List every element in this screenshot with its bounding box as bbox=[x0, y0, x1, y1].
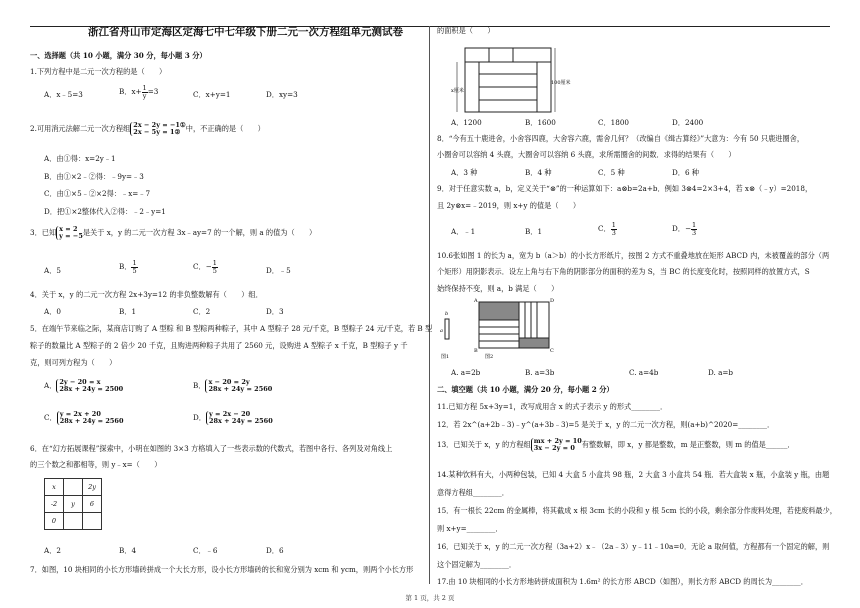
section-1-heading: 一、选择题（共 10 小题，满分 30 分，每小题 3 分） bbox=[30, 51, 207, 60]
q17-text: 17.由 10 块相同的小长方形地砖拼成面积为 1.6m² 的长方形 ABCD（如图），则长方形 ABCD 的周长为________． bbox=[437, 577, 808, 586]
q5-line-2: 粽子的数量比 A 型粽子的 2 倍少 20 千克，且购进两种粽子共用了 2560 元，设购进 A 型粽子 x 千克，B 型粽子 y 千 bbox=[30, 341, 408, 350]
q3-option-d: D．﹣5 bbox=[266, 266, 291, 275]
q6-cell bbox=[83, 513, 102, 530]
q5-option-a: A． 2y − 20 = x 28x + 24y = 2500 bbox=[44, 378, 124, 393]
q9-c-num: 1 bbox=[611, 221, 616, 229]
q3-eq2: y = −5 bbox=[59, 231, 83, 240]
q1-b-den: y bbox=[142, 91, 147, 100]
q10-strip bbox=[479, 320, 519, 327]
q7-option-b: B．1600 bbox=[525, 118, 556, 127]
q10-line-1: 10.6张如图 1 的长为 a，宽为 b（a＞b）的小长方形纸片，按图 2 方式不重叠地放在矩形 ABCD 内，未被覆盖的部分（两 bbox=[437, 251, 830, 260]
q5-option-d: D． y = 2x − 20 28x + 24y = 2560 bbox=[193, 410, 273, 425]
q6-cell bbox=[64, 479, 83, 496]
q10-option-a: A. a=2b bbox=[451, 368, 481, 377]
q9-c-den: 3 bbox=[611, 228, 616, 237]
q3-c-fraction bbox=[212, 260, 218, 274]
q9-c-fraction bbox=[611, 222, 617, 236]
q6-cell: 0 bbox=[45, 513, 64, 530]
q9-option-c bbox=[598, 222, 617, 236]
q2-system bbox=[130, 122, 185, 136]
q8-option-a: A．3 种 bbox=[451, 168, 478, 177]
q3-suffix: 是关于 x，y 的二元一次方程 3x﹣ay=7 的一个解，则 a 的值为（ ） bbox=[82, 227, 317, 237]
q1-b-num: 1 bbox=[142, 84, 147, 92]
q4-option-c: C．2 bbox=[193, 307, 211, 316]
q5-c-eq2: 28x + 24y = 2560 bbox=[59, 416, 124, 425]
q3-option-b bbox=[119, 260, 138, 274]
q7-option-a: A．1200 bbox=[451, 118, 482, 127]
q9-d-prefix: D．− bbox=[672, 224, 691, 233]
q6-option-b: B．4 bbox=[119, 546, 137, 555]
q6-line-1: 6．在“幻方拓展课程”探索中，小明在如图的 3×3 方格填入了一些表示数的代数式，若图中各行、各列及对角线上 bbox=[30, 444, 393, 453]
q9-d-den: 3 bbox=[691, 228, 697, 237]
q7-x-label: x厘米 bbox=[451, 88, 464, 94]
q8-option-d: D．6 种 bbox=[672, 168, 699, 177]
q5-option-c: C． y = 2x + 20 28x + 24y = 2560 bbox=[44, 410, 124, 425]
q3-prefix: 3．已知 bbox=[30, 227, 57, 237]
q10-strip bbox=[531, 302, 537, 338]
q5-d-system bbox=[206, 411, 273, 425]
q7-outer-rect bbox=[465, 48, 551, 112]
q9-option-d bbox=[672, 222, 697, 236]
q16-line-2: 这个固定解为________． bbox=[437, 560, 517, 569]
q10-line-3: 始终保持不变，则 a，b 满足（ ） bbox=[437, 284, 559, 293]
q7-height-label: 100厘米 bbox=[551, 80, 571, 86]
q10-label-D: D bbox=[550, 298, 555, 304]
q3-eq1: x = 2 bbox=[59, 225, 78, 233]
q10-shade-top-left bbox=[479, 302, 519, 320]
q10-line-2: 个矩形）用阴影表示．设左上角与右下角的阴影部分的面积的差为 S，当 BC 的长度变化时，按照同样的放置方式，S bbox=[437, 267, 810, 276]
q9-d-fraction bbox=[691, 222, 697, 236]
q10-label-B: B bbox=[474, 348, 478, 354]
q13-system bbox=[531, 438, 582, 452]
q8-line-1: 8．“今有五十鹿进舍，小舍容四鹿，大舍容六鹿，需舍几何？（改编自《缉古算经》”大意为：今有 50 只鹿进圈舍， bbox=[437, 134, 805, 143]
q9-line-2: 且 2y⊗x=﹣2019，则 x+y 的值是（ ） bbox=[437, 201, 581, 210]
q2-prefix: 2.可用消元法解二元一次方程组 bbox=[30, 123, 131, 133]
column-divider bbox=[429, 26, 430, 584]
q5-b-eq2: 28x + 24y = 2560 bbox=[208, 384, 273, 393]
q6-cell: 6 bbox=[83, 496, 102, 513]
q15-line-2: 则 x+y=________． bbox=[437, 524, 503, 533]
q7-line-2: 的面积是（ ） bbox=[437, 26, 495, 35]
q10-strip bbox=[525, 302, 531, 338]
q10-option-d: D. a=b bbox=[708, 368, 733, 377]
q8-option-c: C．5 种 bbox=[598, 168, 625, 177]
q8-line-2: 小圈舍可以容纳 4 头鹿，大圈舍可以容纳 6 头鹿，求所需圈舍的间数．求得的结果有（ ） bbox=[437, 150, 736, 159]
q1-stem: 1.下列方程中是二元一次方程的是（ ） bbox=[30, 67, 167, 76]
q5-a-eq1: 2y − 20 = x bbox=[59, 378, 101, 386]
q10-label-C: C bbox=[550, 348, 554, 354]
q10-label-A: A bbox=[474, 298, 478, 304]
q6-cell: 2y bbox=[83, 479, 102, 496]
q1-option-c: C．x+y=1 bbox=[193, 90, 231, 99]
q9-line-1: 9．对于任意实数 a，b，定义关于“⊗”的一种运算如下：a⊗b=2a+b．例如 3⊗4=2×3+4，若 x⊗（﹣y）=2018， bbox=[437, 184, 813, 193]
q16-line-1: 16．已知关于 x，y 的二元一次方程（3a+2）x﹣（2a﹣3）y﹣11﹣10a=0．无论 a 取何值，方程都有一个固定的解，则 bbox=[437, 542, 830, 551]
q6-cell: -2 bbox=[45, 496, 64, 513]
q6-option-a: A．2 bbox=[44, 546, 61, 555]
q14-line-1: 14.某种饮料有大，小两种包装，已知 4 大盒 5 小盒共 98 瓶，2 大盒 3 小盒共 54 瓶．若大盒装 x 瓶，小盒装 y 瓶，由题 bbox=[437, 470, 830, 479]
q3-b-den: 5 bbox=[132, 266, 137, 275]
q10-strip bbox=[479, 327, 519, 334]
q1-b-suffix: =3 bbox=[147, 87, 159, 96]
q2-option-d: D．把①×2整体代入②得：﹣2﹣y=1 bbox=[44, 207, 166, 216]
q3-c-prefix: C．− bbox=[193, 262, 212, 271]
q1-option-d: D．xy=3 bbox=[266, 90, 298, 99]
q9-c-prefix: C． bbox=[598, 224, 611, 233]
q11-text: 11.已知方程 5x+3y=1，改写成用含 x 的式子表示 y 的形式________． bbox=[437, 402, 668, 411]
q13-suffix: 有整数解，即 x，y 都是整数，m 是正整数，则 m 的值是______． bbox=[581, 439, 795, 449]
q10-fig1-rect bbox=[445, 319, 449, 339]
q5-d-eq2: 28x + 24y = 2560 bbox=[208, 416, 273, 425]
q1-option-b bbox=[119, 85, 158, 99]
q2-option-a: A．由①得：x=2y﹣1 bbox=[44, 154, 116, 163]
q13-prefix: 13．已知关于 x，y 的方程组 bbox=[437, 439, 531, 449]
q6-option-c: C．﹣6 bbox=[193, 546, 218, 555]
q5-d-eq1: y = 2x − 20 bbox=[208, 410, 251, 418]
q5-b-system bbox=[205, 379, 272, 393]
q10-strip bbox=[519, 302, 525, 338]
q13-text bbox=[437, 438, 795, 452]
q3-system bbox=[56, 226, 83, 240]
q4-option-d: D．3 bbox=[266, 307, 284, 316]
q12-text: 12．若 2x^(a+2b﹣3)﹣y^(a+3b﹣3)=5 是关于 x，y 的二元一次方程，则(a+b)^2020=________． bbox=[437, 420, 775, 429]
q3-c-den: 5 bbox=[212, 266, 217, 275]
q6-cell bbox=[64, 513, 83, 530]
q5-b-eq1: x − 20 = 2y bbox=[208, 378, 250, 386]
page-footer: 第 1 页，共 2 页 bbox=[405, 594, 455, 602]
q6-magic-square bbox=[44, 478, 102, 530]
q3-b-fraction bbox=[131, 260, 137, 274]
page-title: 浙江省舟山市定海区定海七中七年级下册二元一次方程组单元测试卷 bbox=[88, 26, 403, 38]
q13-eq1: mx + 2y = 10 bbox=[533, 437, 582, 445]
q10-label-a: a bbox=[440, 328, 443, 334]
q6-option-d: D．6 bbox=[266, 546, 284, 555]
q5-c-eq1: y = 2x + 20 bbox=[59, 410, 101, 418]
q13-eq2: 3x − 2y = 0 bbox=[533, 443, 575, 452]
q10-figures bbox=[437, 296, 567, 366]
q9-d-num: 1 bbox=[691, 221, 697, 229]
q3-stem bbox=[30, 226, 316, 240]
q6-cell: x bbox=[45, 479, 64, 496]
q10-option-b: B. a=3b bbox=[525, 368, 555, 377]
q10-strip bbox=[479, 334, 519, 341]
q7-brick-figure bbox=[451, 42, 571, 122]
q6-line-2: 的三个数之和都相等，则 y﹣x=（ ） bbox=[30, 460, 162, 469]
q5-a-eq2: 28x + 24y = 2500 bbox=[59, 384, 124, 393]
q3-option-c bbox=[193, 260, 218, 274]
q4-option-b: B．1 bbox=[119, 307, 137, 316]
q10-fig1-caption: 图1 bbox=[441, 354, 450, 360]
q9-option-a: A．﹣1 bbox=[451, 227, 476, 236]
q2-eq2: 2x − 5y = 1② bbox=[133, 127, 181, 136]
section-2-heading: 二、填空题（共 10 小题，满分 20 分，每小题 2 分） bbox=[437, 385, 614, 394]
q3-c-num: 1 bbox=[212, 259, 217, 267]
q15-line-1: 15．有一根长 22cm 的金属棒，将其截成 x 根 3cm 长的小段和 y 根 5cm 长的小段，剩余部分作废料处理，若使废料最少， bbox=[437, 506, 837, 515]
q4-stem: 4．关于 x，y 的二元一次方程 2x+3y=12 的非负整数解有（ ）组． bbox=[30, 290, 263, 299]
q2-suffix: 中，不正确的是（ ） bbox=[185, 123, 265, 133]
q7-line-1: 7．如图，10 块相同的小长方形墙砖拼成一个大长方形，设小长方形墙砖的长和宽分别为 xcm 和 ycm，则两个小长方形 bbox=[30, 565, 414, 574]
q6-cell: y bbox=[64, 496, 83, 513]
q7-option-c: C．1800 bbox=[598, 118, 629, 127]
q5-line-3: 克，则可列方程为（ ） bbox=[30, 358, 117, 367]
q10-shade-bottom-right bbox=[519, 338, 549, 348]
q7-option-d: D．2400 bbox=[672, 118, 704, 127]
q10-fig2-caption: 图2 bbox=[485, 354, 494, 360]
q2-eq1: 2x − 2y = −1① bbox=[133, 121, 186, 129]
q2-option-c: C．由①×5﹣②×2得：﹣x=﹣7 bbox=[44, 189, 151, 198]
q8-option-b: B．4 种 bbox=[525, 168, 552, 177]
q5-c-system bbox=[57, 411, 124, 425]
q5-option-b: B． x − 20 = 2y 28x + 24y = 2560 bbox=[193, 378, 273, 393]
q14-line-2: 意得方程组________． bbox=[437, 488, 509, 497]
q9-option-b: B．1 bbox=[525, 227, 543, 236]
q3-b-num: 1 bbox=[132, 259, 137, 267]
q1-b-prefix: B．x+ bbox=[119, 87, 142, 96]
q10-strip bbox=[537, 302, 549, 338]
q10-option-c: C. a=4b bbox=[629, 368, 659, 377]
q1-option-a: A．x﹣5=3 bbox=[44, 90, 83, 99]
q5-line-1: 5．在端午节来临之际，某商店订购了 A 型粽 和 B 型粽两种粽子，其中 A 型粽子 28 元/千克，B 型粽子 24 元/千克，若 B 型 bbox=[30, 324, 433, 333]
q2-option-b: B．由①×2﹣②得：﹣9y=﹣3 bbox=[44, 172, 144, 181]
q3-option-a: A．5 bbox=[44, 266, 61, 275]
q4-option-a: A．0 bbox=[44, 307, 61, 316]
q2-stem bbox=[30, 122, 265, 136]
q10-label-b: b bbox=[445, 311, 449, 317]
q3-b-prefix: B． bbox=[119, 262, 132, 271]
q5-a-system bbox=[56, 379, 123, 393]
